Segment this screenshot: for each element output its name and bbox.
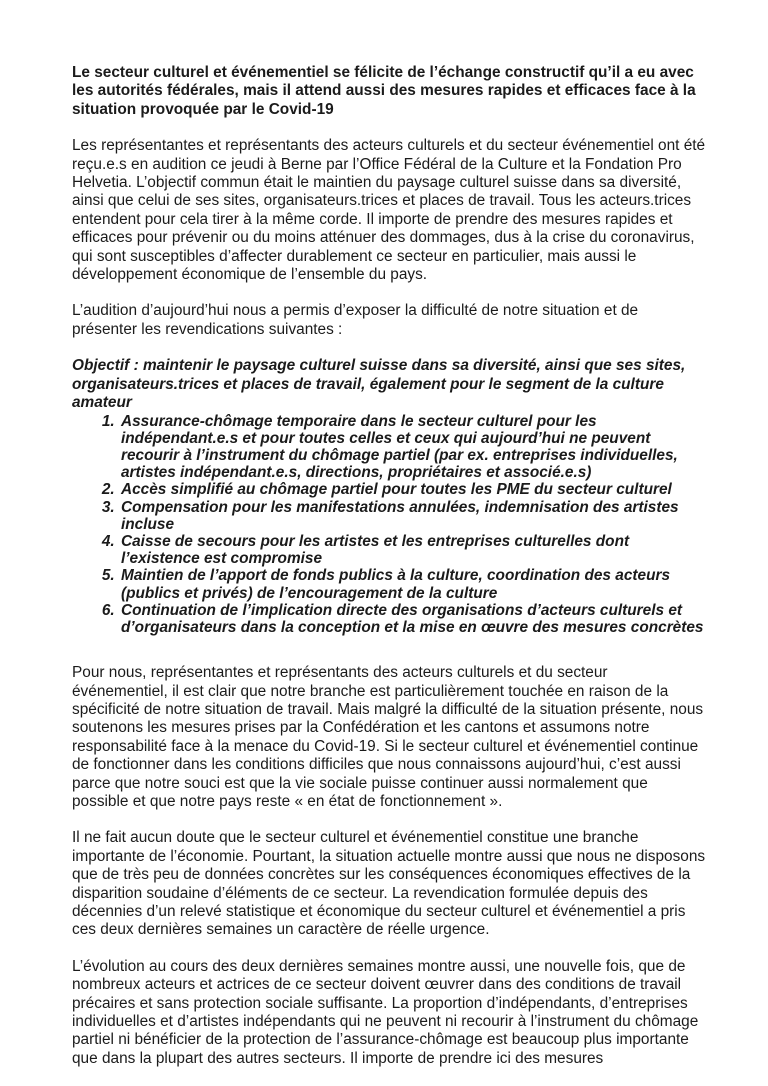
demand-item-2: 2. Accès simplifié au chômage partiel pour toutes les PME du secteur culturel: [119, 481, 706, 498]
demand-item-1: 1. Assurance-chômage temporaire dans le secteur culturel pour les indépendant.e.s et pour toutes celles et ceux qui aujourd’hui ne peuvent recourir à l’instrument du chômage partiel (par ex. entreprises individuelles, artistes indépendant.e.s, directions, propriétaires et associé.e.s): [119, 413, 706, 482]
page-content: [72, 64, 706, 1068]
paragraph-evolution: L’évolution au cours des deux dernières semaines montre aussi, une nouvelle fois, que de nombreux acteurs et actrices de ce secteur doivent œuvrer dans des conditions de travail précaires et sans protection sociale suffisante. La proportion d’indépendants, d’entreprises individuelles et d’artistes indépendants qui ne peuvent ni recourir à l’instrument du chômage partiel ni bénéficier de la protection de l’assurance-chômage est beaucoup plus importante que dans la plupart des autres secteurs. Il importe de prendre ici des mesures: [72, 957, 699, 1067]
paragraph-economie: Il ne fait aucun doute que le secteur culturel et événementiel constitue une branche importante de l’économie. Pourtant, la situation actuelle montre aussi que nous ne disposons que de très peu de données concrètes sur les conséquences économiques effectives de la disparition soudaine d’éléments de ce secteur. La revendication formulée depuis des décennies d’un relevé statistique et économique du secteur culturel et événementiel a pris ces deux dernières semaines un caractère de réelle urgence.: [72, 829, 706, 939]
paragraph-pour-nous: Pour nous, représentantes et représentants des acteurs culturels et du secteur événementiel, il est clair que notre branche est particulièrement touchée en raison de la spécificité de notre situation de travail. Mais malgré la difficulté de la situation présente, nous soutenons les mesures prises par la Confédération et les cantons et assumons notre responsabilité face à la menace du Covid-19. Si le secteur culturel et événementiel continue de fonctionner dans les conditions difficiles que nous connaissons aujourd’hui, c’est aussi parce que notre souci est que la vie sociale puisse continuer aussi normalement que possible et que notre pays reste « en état de fonctionnement ».: [72, 664, 704, 810]
demand-item-5: 5. Maintien de l’apport de fonds publics à la culture, coordination des acteurs (publics et privés) de l’encouragement de la culture: [119, 567, 706, 601]
document-title: Le secteur culturel et événementiel se félicite de l’échange constructif qu’il a eu avec les autorités fédérales, mais il attend aussi des mesures rapides et efficaces face à la situation provoquée par le Covid-19: [72, 64, 696, 118]
demand-item-6: 6. Continuation de l’implication directe des organisations d’acteurs culturels et d’organisateurs dans la conception et la mise en œuvre des mesures concrètes: [119, 602, 706, 636]
demands-list: [72, 413, 706, 637]
paragraph-audition: L’audition d’aujourd’hui nous a permis d’exposer la difficulté de notre situation et de présenter les revendications suivantes :: [72, 302, 639, 338]
paragraph-intro: Les représentantes et représentants des acteurs culturels et du secteur événementiel ont été reçu.e.s en audition ce jeudi à Berne par l’Office Fédéral de la Culture et la Fondation Pro Helvetia. L’objectif commun était le maintien du paysage culturel suisse dans sa diversité, ainsi que celui de ses sites, organisateurs.trices et places de travail. Tous les acteurs.trices entendent pour cela tirer à la même corde. Il importe de prendre des mesures rapides et efficaces pour prévenir ou du moins atténuer des dommages, dus à la crise du coronavirus, qui sont susceptibles d’affecter durablement ce secteur en particulier, mais aussi le développement économique de l’ensemble du pays.: [72, 137, 706, 284]
demand-item-4: 4. Caisse de secours pour les artistes et les entreprises culturelles dont l’existence est compromise: [119, 533, 706, 567]
objective-heading: Objectif : maintenir le paysage culturel suisse dans sa diversité, ainsi que ses sites, organisateurs.trices et places de travail, également pour le segment de la culture amateur: [72, 357, 686, 412]
demand-item-3: 3. Compensation pour les manifestations annulées, indemnisation des artistes incluse: [119, 499, 706, 533]
